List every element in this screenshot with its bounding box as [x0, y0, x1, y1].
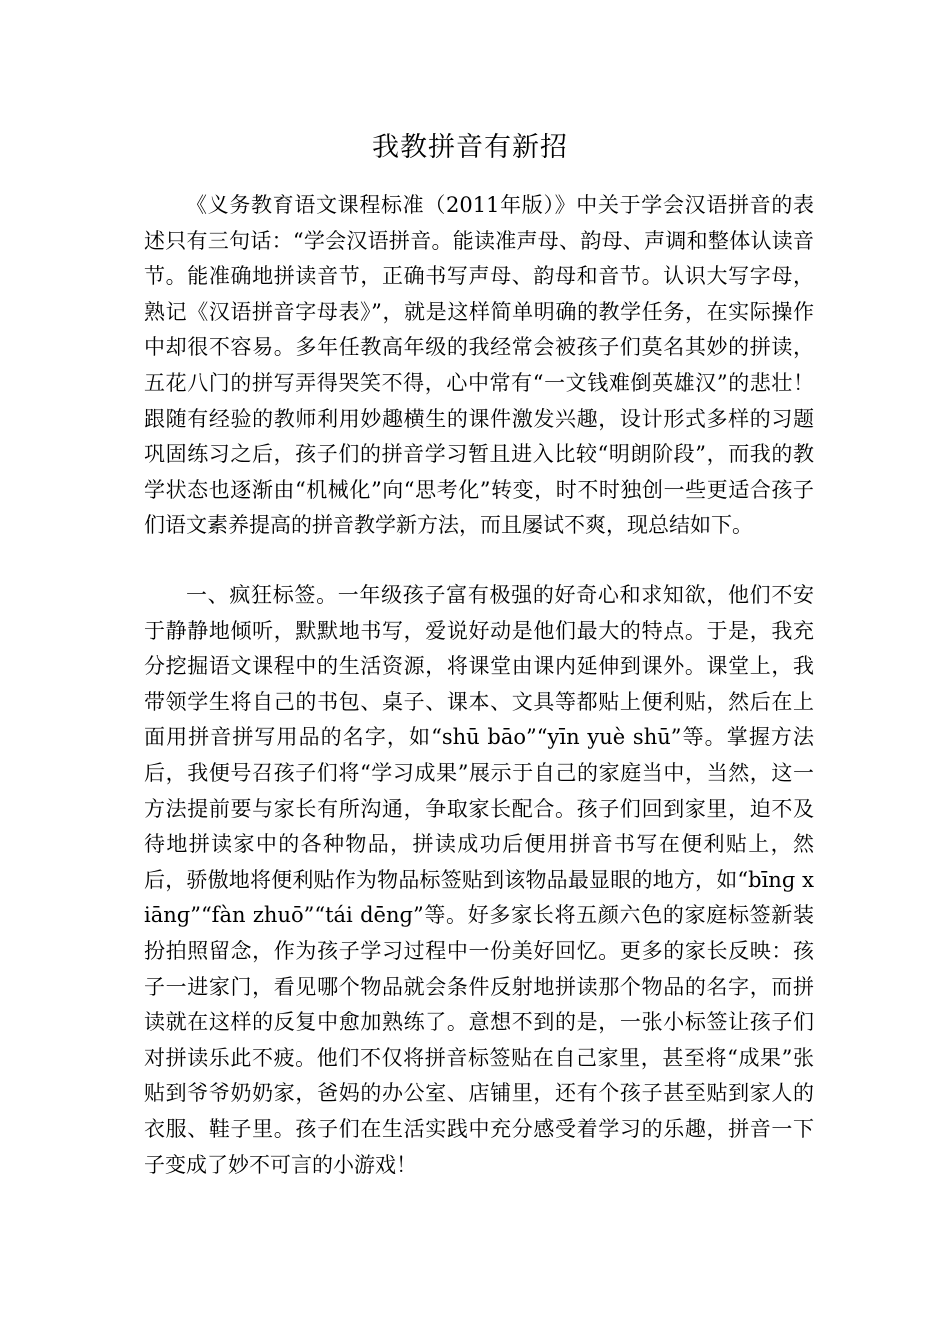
paragraph-intro: 《义务教育语文课程标准（2011年版）》中关于学会汉语拼音的表述只有三句话：“学会汉语拼音。能读准声母、韵母、声调和整体认读音节。能准确地拼读音节，正确书写声母、韵母和音节。认识大写字母，熟记《汉语拼音字母表》”，就是这样简单明确的教学任务，在实际操作中却很不容易。多年任教高年级的我经常会被孩子们莫名其妙的拼读，五花八门的拼写弄得哭笑不得，心中常有“一文钱难倒英雄汉”的悲壮！跟随有经验的教师利用妙趣横生的课件激发兴趣，设计形式多样的习题巩固练习之后，孩子们的拼音学习暂且进入比较“明朗阶段”，而我的教学状态也逐渐由“机械化”向“思考化”转变，时不时独创一些更适合孩子们语文素养提高的拼音教学新方法，而且屡试不爽，现总结如下。: [144, 193, 814, 538]
paragraph-section-one: 一、疯狂标签。一年级孩子富有极强的好奇心和求知欲，他们不安于静静地倾听，默默地书写，爱说好动是他们最大的特点。于是，我充分挖掘语文课程中的生活资源，将课堂由课内延伸到课外。课堂上，我带领学生将自己的书包、桌子、课本、文具等都贴上便利贴，然后在上面用拼音拼写用品的名字，如“shū bāo”“yīn yuè shū”等。掌握方法后，我便号召孩子们将“学习成果”展示于自己的家庭当中，当然，这一方法提前要与家长有所沟通，争取家长配合。孩子们回到家里，迫不及待地拼读家中的各种物品，拼读成功后便用拼音书写在便利贴上，然后，骄傲地将便利贴作为物品标签贴到该物品最显眼的地方，如“bīnɡ xiānɡ”“fàn zhuō”“tái dēnɡ”等。好多家长将五颜六色的家庭标签新装扮拍照留念，作为孩子学习过程中一份美好回忆。更多的家长反映：孩子一进家门，看见哪个物品就会条件反射地拼读那个物品的名字，而拼读就在这样的反复中愈加熟练了。意想不到的是，一张小标签让孩子们对拼读乐此不疲。他们不仅将拼音标签贴在自己家里，甚至将“成果”张贴到爷爷奶奶家，爸妈的办公室、店铺里，还有个孩子甚至贴到家人的衣服、鞋子里。孩子们在生活实践中充分感受着学习的乐趣，拼音一下子变成了妙不可言的小游戏！: [144, 583, 814, 1177]
document-title: 我教拼音有新招: [372, 132, 568, 163]
